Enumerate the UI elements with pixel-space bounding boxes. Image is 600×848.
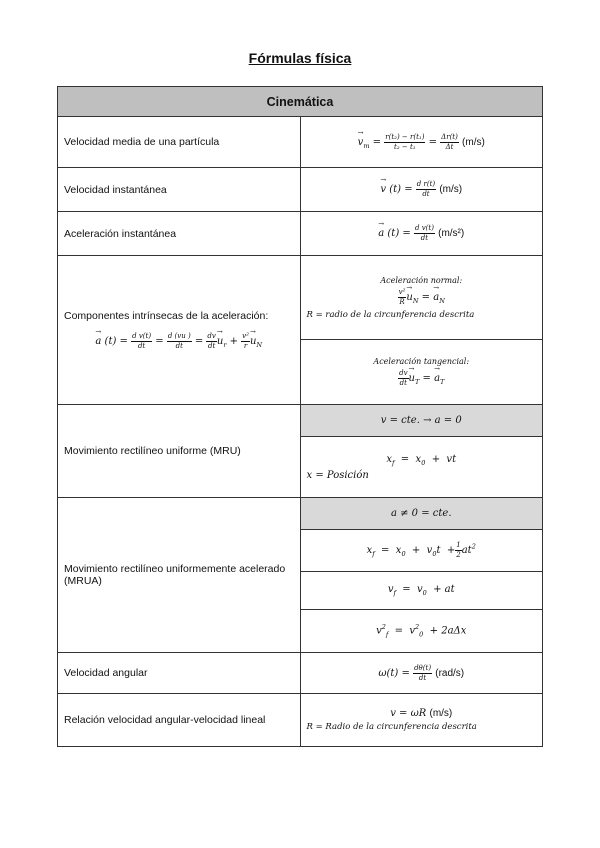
section-header: Cinemática	[58, 87, 543, 117]
formula-cell: $x_f = x_0$ + vt x = Posición	[300, 437, 543, 498]
formula-cell: → $v_m$ = $\frac{\text{r(t₂) − r(t₁)}}{\text{t₂ − t₁}}$ = $\frac{\Delta r(t)}{\Delta t}$ (m/s)	[300, 117, 543, 168]
relation-note: R = Radio de la circunferencia descrita	[306, 722, 477, 732]
page-title: Fórmulas física	[248, 50, 352, 66]
formula-cell: Aceleración tangencial: $\frac{dv}{dt}$ → $u_T$ = → $a_T$	[300, 340, 543, 405]
table-row	[58, 212, 543, 256]
fraction: $\frac{\Delta r(t)}{\Delta t}$	[441, 132, 458, 151]
tangential-title: Aceleración tangencial:	[373, 356, 470, 366]
table-row	[58, 653, 543, 694]
row-label: Componentes intrínsecas de la aceleración:	[64, 309, 269, 322]
formula-cell: v = ωR (m/s) R = Radio de la circunferencia descrita	[300, 694, 543, 747]
table-row	[58, 256, 543, 340]
formula-cell: $v^2_f = v^2_0 + 2a\Delta x$	[300, 610, 543, 653]
table-row	[58, 498, 543, 530]
intrinsic-formula: → a (t) = $\frac{\text{d v(t)}}{dt}$ = $\frac{d (vu )}{dt}$ = $\frac{dv}{dt}$ → $u_r$ + $\frac{\text{v²}}{r}$ → $u_N$	[64, 332, 294, 351]
row-label: Relación velocidad angular-velocidad lineal	[58, 694, 301, 747]
formula-cell: ω(t) = $\frac{d\theta(t)}{dt}$ (rad/s)	[300, 653, 543, 694]
table-row	[58, 117, 543, 168]
formula-cell: a ≠ 0 = cte.	[300, 498, 543, 530]
formula-table	[57, 86, 543, 747]
formula-cell: v = cte. → a = 0	[300, 405, 543, 437]
row-label-cell	[58, 256, 301, 405]
row-label: Velocidad media de una partícula	[58, 117, 301, 168]
mru-note: x = Posición	[306, 469, 369, 481]
table-header-row	[58, 87, 543, 117]
row-label: Movimiento rectilíneo uniforme (MRU)	[58, 405, 301, 498]
normal-title: Aceleración normal:	[380, 275, 463, 285]
table-row	[58, 168, 543, 212]
row-label: Aceleración instantánea	[58, 212, 301, 256]
row-label: Velocidad instantánea	[58, 168, 301, 212]
vector-v: → v	[358, 137, 364, 148]
normal-note: R = radio de la circunferencia descrita	[306, 309, 475, 320]
formula-cell: → a (t) = $\frac{\text{d v(t)}}{dt}$ (m/s²)	[300, 212, 543, 256]
formula-cell: → v (t) = $\frac{\text{d r(t)}}{dt}$ (m/s)	[300, 168, 543, 212]
fraction: $\frac{\text{r(t₂) − r(t₁)}}{\text{t₂ − t₁}}$	[385, 132, 425, 151]
formula-cell: $v_f = v_0$ + at	[300, 572, 543, 610]
formula-cell: $x_f = x_0 + v_0t$ + $\frac{1}{2}$ $at^2$	[300, 530, 543, 572]
unit: (m/s)	[462, 136, 485, 148]
table-row	[58, 405, 543, 437]
formula-cell: Aceleración normal: $\frac{\text{v²}}{R}$ → $u_N$ = → $a_N$ R = radio de la circunferencia descrita	[300, 256, 543, 340]
row-label: Movimiento rectilíneo uniformemente acelerado (MRUA)	[58, 498, 301, 653]
row-label: Velocidad angular	[58, 653, 301, 694]
table-row	[58, 694, 543, 747]
